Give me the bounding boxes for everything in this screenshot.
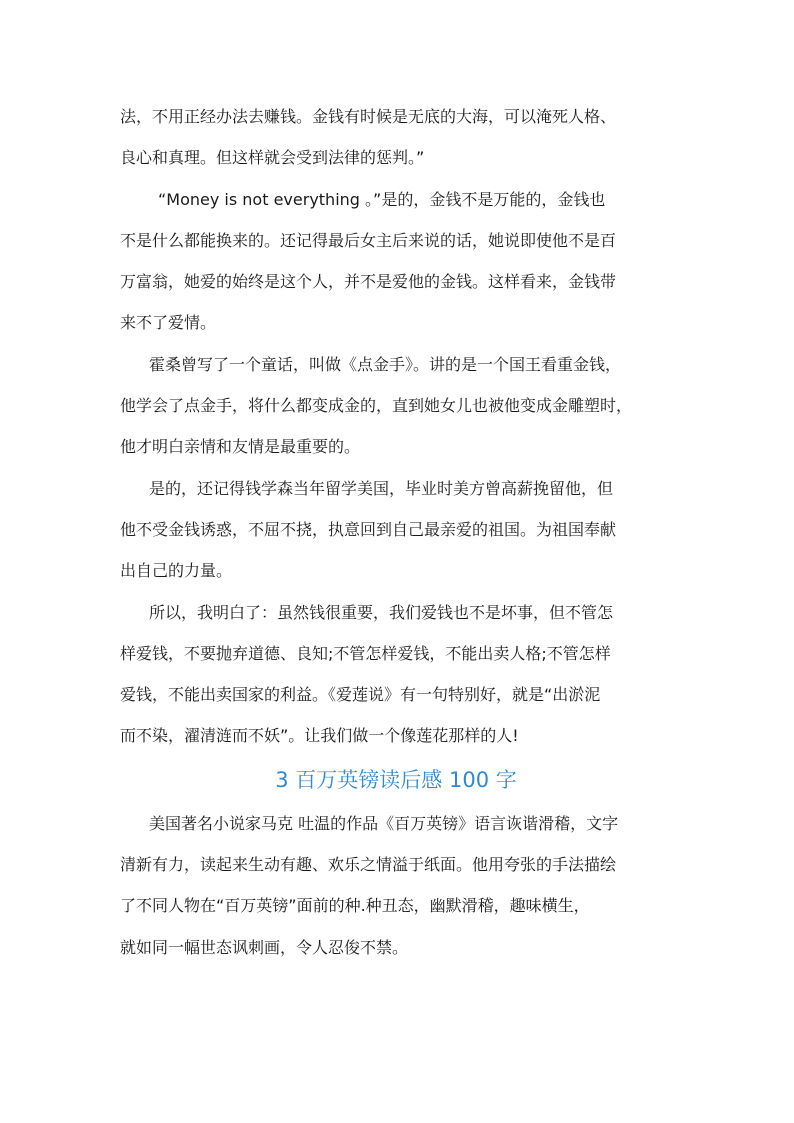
text-line: 万富翁，她爱的始终是这个人，并不是爱他的金钱。这样看来，金钱带 (120, 272, 617, 292)
text-line: 而不染，濯清涟而不妖”。让我们做一个像莲花那样的人! (120, 726, 519, 746)
section-heading: 3 百万英镑读后感 100 字 (275, 767, 517, 792)
paragraph (120, 179, 672, 344)
paragraph (120, 468, 672, 592)
text-line: 就如同一幅世态讽刺画，令人忍俊不禁。 (120, 937, 409, 957)
text-line: 良心和真理。但这样就会受到法律的惩判。” (120, 148, 425, 168)
text-line: “Money is not everything 。”是的，金钱不是万能的，金钱也 (158, 189, 606, 209)
text-line: 法，不用正经办法去赚钱。金钱有时候是无底的大海，可以淹死人格、 (120, 107, 617, 126)
paragraph (120, 803, 672, 968)
text-line: 样爱钱，不要抛弃道德、良知;不管怎样爱钱，不能出卖人格;不管怎样 (120, 643, 611, 663)
paragraph (120, 96, 672, 179)
text-line: 不是什么都能换来的。还记得最后女主后来说的话，她说即使他不是百 (120, 230, 617, 250)
text-line: 了不同人物在“百万英镑”面前的种.种丑态，幽默滑稽，趣味横生， (120, 896, 590, 916)
text-line: 他才明白亲情和友情是最重要的。 (120, 437, 361, 457)
text-line: 所以，我明白了：虽然钱很重要，我们爱钱也不是坏事，但不管怎 (149, 602, 614, 622)
paragraph (120, 592, 672, 757)
paragraph (120, 344, 672, 468)
text-line: 清新有力，读起来生动有趣、欢乐之情溢于纸面。他用夸张的手法描绘 (120, 855, 617, 875)
text-line: 出自己的力量。 (120, 561, 233, 581)
text-line: 来不了爱情。 (120, 313, 217, 333)
text-line: 美国著名小说家马克 吐温的作品《百万英镑》语言诙谐滑稽，文字 (149, 813, 619, 833)
text-line: 他学会了点金手，将什么都变成金的，直到她女儿也被他变成金雕塑时， (120, 396, 633, 416)
text-line: 霍桑曾写了一个童话，叫做《点金手》。讲的是一个国王看重金钱， (149, 354, 622, 374)
document-page (120, 96, 672, 968)
text-line: 是的，还记得钱学森当年留学美国，毕业时美方曾高薪挽留他，但 (149, 478, 614, 498)
text-line: 他不受金钱诱惑，不屈不挠，执意回到自己最亲爱的祖国。为祖国奉献 (120, 519, 617, 539)
text-line: 爱钱，不能出卖国家的利益。《爱莲说》有一句特别好，就是“出淤泥 (120, 685, 601, 705)
